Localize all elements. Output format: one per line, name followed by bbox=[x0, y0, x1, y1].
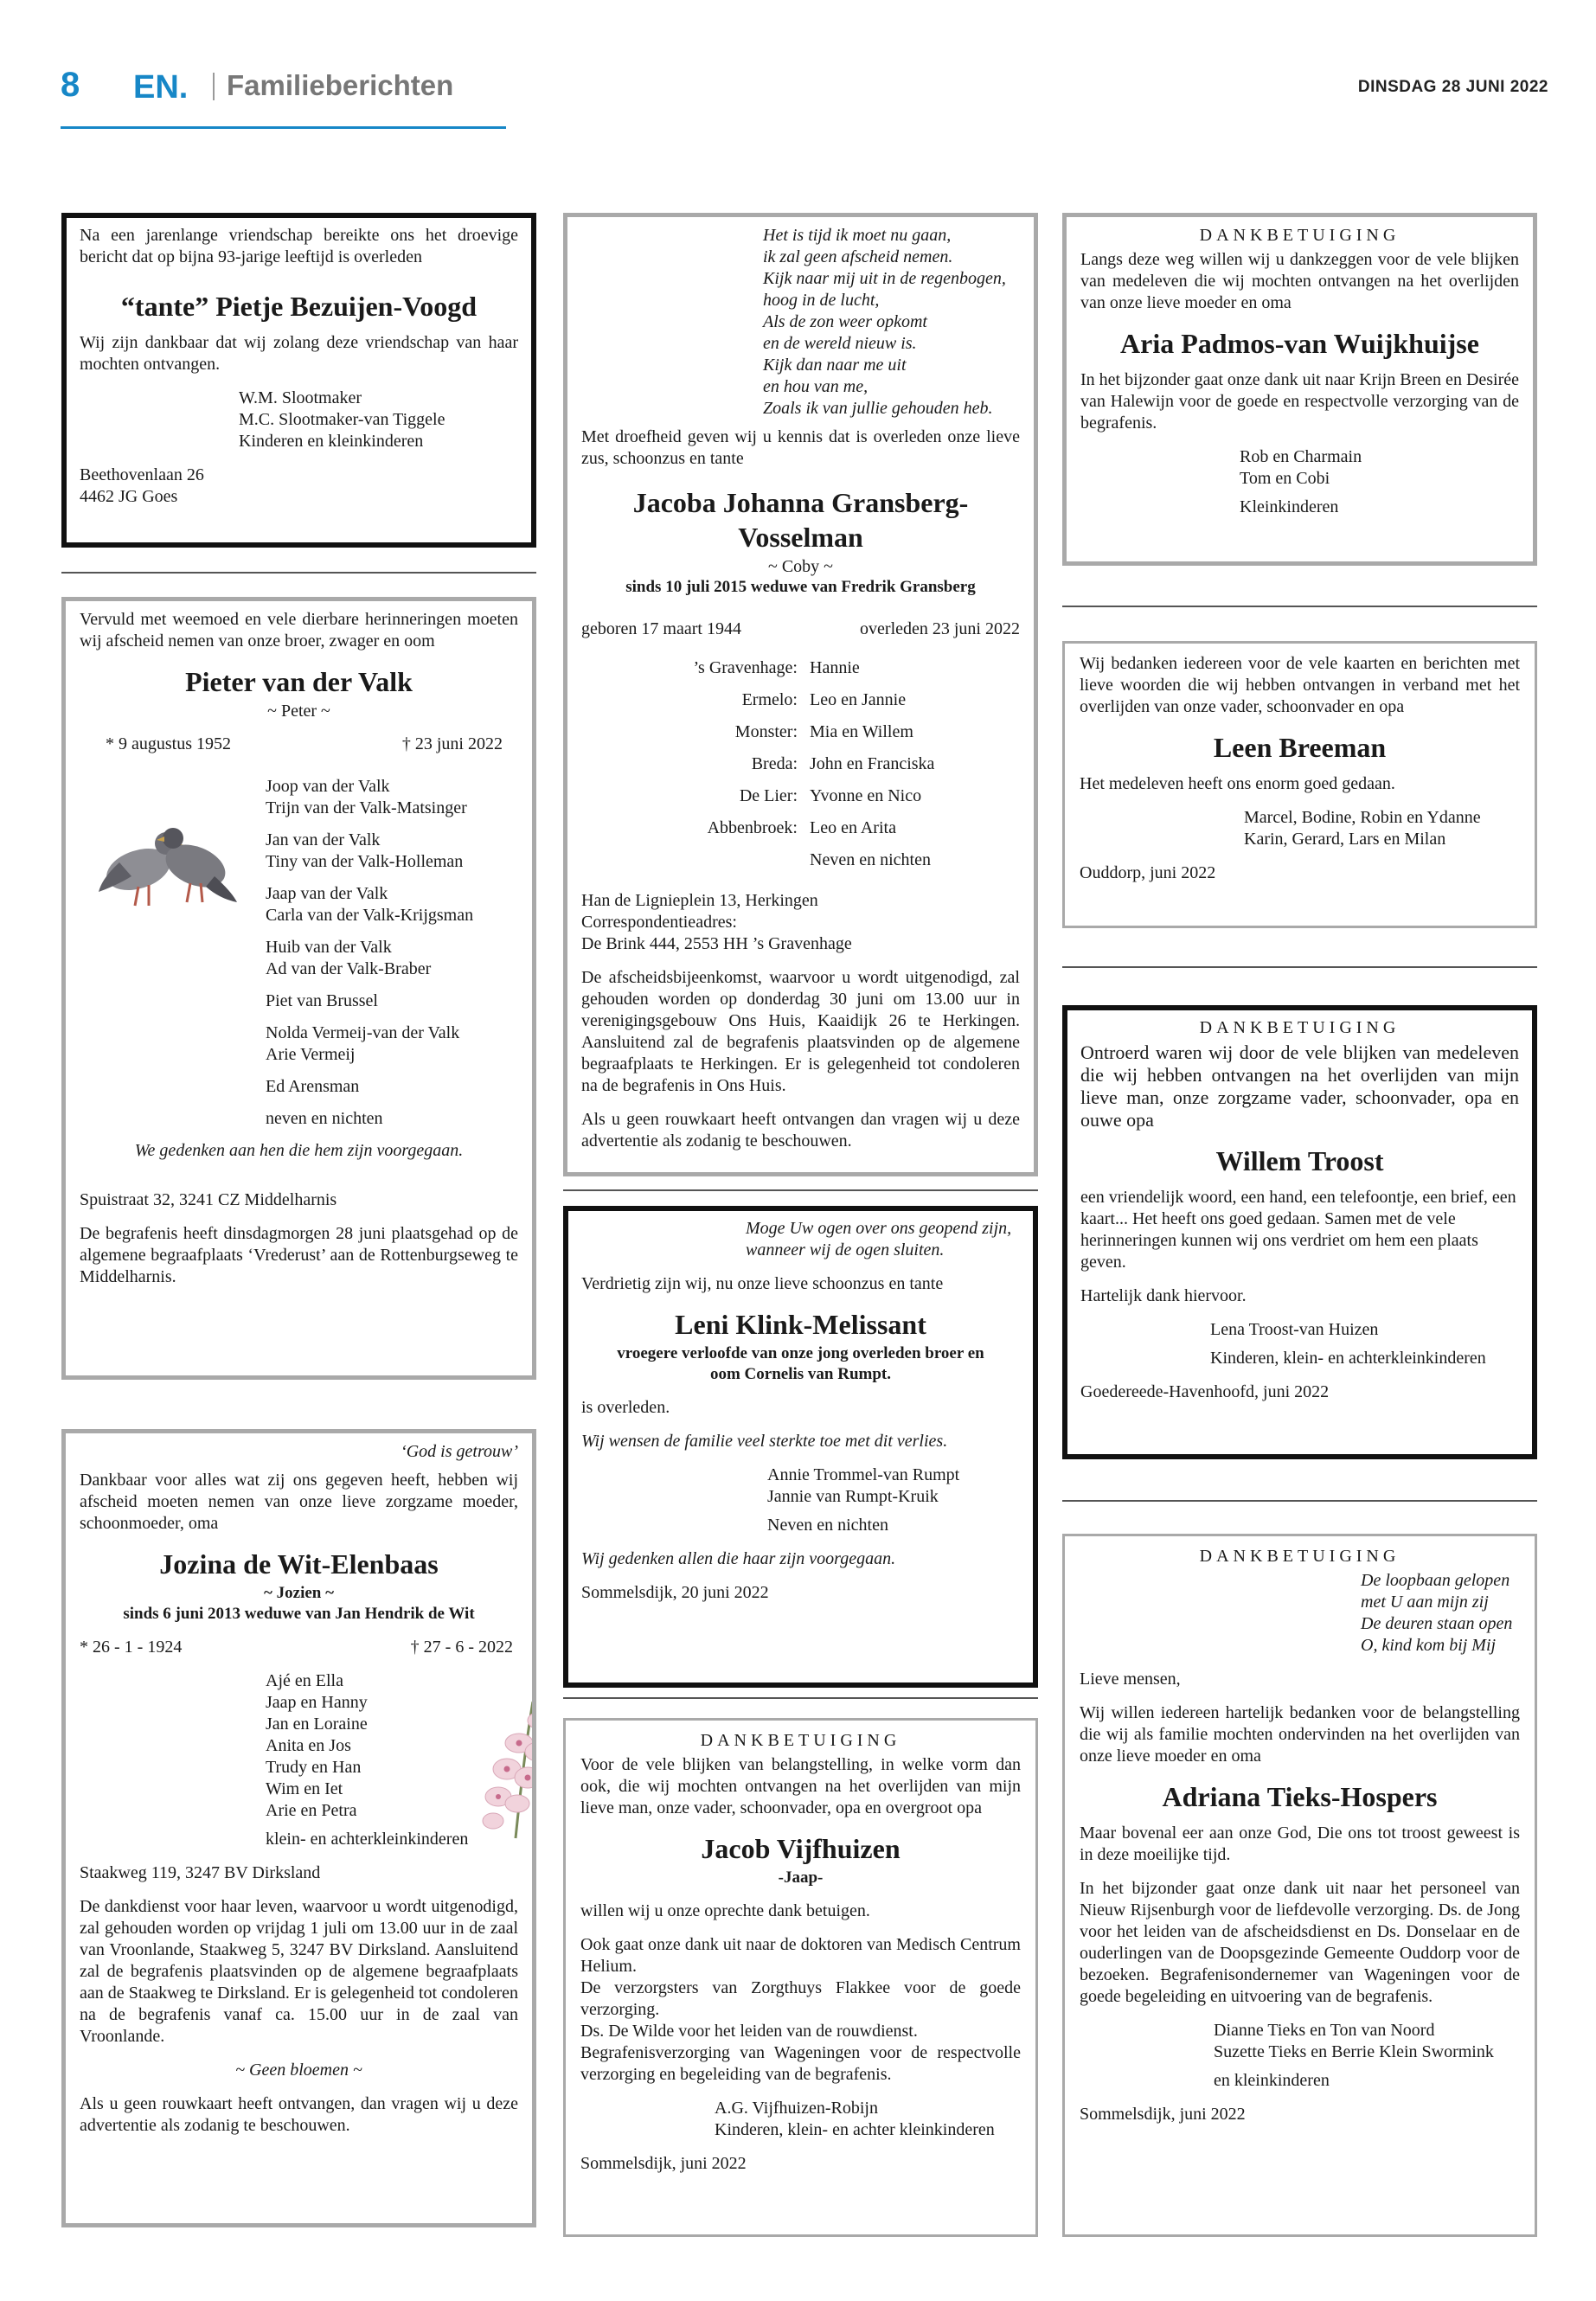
signer: Kinderen, klein- en achter kleinkinderen bbox=[715, 2120, 995, 2139]
doves-illustration bbox=[93, 809, 240, 913]
notice-intro: Verdrietig zijn wij, nu onze lieve schoonzus en tante bbox=[581, 1274, 944, 1293]
notice-gransberg bbox=[563, 213, 1038, 1176]
relative-names: John en Franciska bbox=[810, 754, 935, 773]
notice-tieks bbox=[1062, 1534, 1537, 2237]
relative-place: ’s Gravenhage: bbox=[693, 658, 798, 677]
relative-names: Mia en Willem bbox=[810, 722, 913, 741]
place-date: Ouddorp, juni 2022 bbox=[1080, 863, 1216, 882]
signer: Kinderen en kleinkinderen bbox=[239, 432, 424, 451]
family-group bbox=[266, 990, 518, 1012]
family-group bbox=[266, 830, 518, 873]
thanks-line: Begrafenisverzorging van Wageningen voor de respectvolle verzorging en begeleiding van de begrafenis. bbox=[580, 2043, 1021, 2084]
address-line: Han de Lignieplein 13, Herkingen bbox=[581, 891, 818, 910]
no-flowers: ~ Geen bloemen ~ bbox=[235, 2061, 362, 2080]
place-date: Sommelsdijk, juni 2022 bbox=[580, 2154, 747, 2173]
column-separator bbox=[563, 1697, 1038, 1699]
funeral-info: De begrafenis heeft dinsdagmorgen 28 juni plaatsgehad op de algemene begraafplaats ‘Vrederust’ aan de Rottenburgseweg te Middelharnis. bbox=[80, 1224, 518, 1286]
family-group bbox=[266, 937, 518, 980]
section-title: Familieberichten bbox=[227, 69, 454, 101]
notice-de-wit bbox=[61, 1429, 536, 2227]
death-date: overleden 23 juni 2022 bbox=[860, 619, 1020, 638]
family-member: Jan van der Valk bbox=[266, 830, 381, 849]
nickname: ~ Coby ~ bbox=[768, 557, 833, 576]
grandchildren: Kleinkinderen bbox=[1240, 497, 1339, 516]
signers bbox=[1080, 2020, 1520, 2092]
family-member: Huib van der Valk bbox=[266, 938, 392, 957]
deceased-name: Willem Troost bbox=[1215, 1145, 1384, 1176]
poem bbox=[1080, 1570, 1520, 1657]
deceased-name: Leen Breeman bbox=[1213, 732, 1387, 763]
column-separator bbox=[1062, 606, 1537, 607]
birth-date: * 9 augustus 1952 bbox=[106, 734, 231, 753]
relative-names: Leo en Jannie bbox=[810, 690, 907, 709]
notice-intro: Langs deze weg willen wij u dankzeggen voor de vele blijken van medeleven die wij mochten ontvangen na het overlijden van onze lieve moeder en oma bbox=[1080, 250, 1519, 312]
notice-text: In het bijzonder gaat onze dank uit naar Krijn Breen en Desirée van Halewijn voor de goede en respectvolle verzorging van de begrafenis. bbox=[1080, 370, 1520, 433]
poem-line: O, kind kom bij Mij bbox=[1361, 1636, 1497, 1655]
signer: Annie Trommel-van Rumpt bbox=[767, 1465, 960, 1484]
grandchildren: en kleinkinderen bbox=[1214, 2071, 1330, 2090]
family-member: Jaap en Hanny bbox=[266, 1693, 368, 1712]
notice-vijfhuizen bbox=[563, 1718, 1038, 2237]
place-date: Sommelsdijk, juni 2022 bbox=[1080, 2105, 1246, 2124]
wish: Wij wensen de familie veel sterkte toe met dit verlies. bbox=[581, 1432, 948, 1451]
family-member: Nolda Vermeij-van der Valk bbox=[266, 1023, 460, 1042]
nickname: ~ Peter ~ bbox=[267, 702, 330, 721]
family-group bbox=[266, 1076, 518, 1098]
motto: ‘God is getrouw’ bbox=[401, 1442, 518, 1461]
poem-line: hoog in de lucht, bbox=[763, 291, 880, 310]
relative-names: Hannie bbox=[810, 658, 860, 677]
column-separator bbox=[1062, 966, 1537, 968]
address-line: Correspondentieadres: bbox=[581, 913, 737, 932]
notice-text: Wij zijn dankbaar dat wij zolang deze vriendschap van haar mochten ontvangen. bbox=[80, 333, 518, 374]
signer: Karin, Gerard, Lars en Milan bbox=[1244, 830, 1446, 849]
deceased-name: Jacob Vijfhuizen bbox=[701, 1833, 901, 1864]
family-member: Ed Arensman bbox=[266, 1077, 360, 1096]
page-number: 8 bbox=[61, 66, 80, 104]
place-date: Sommelsdijk, 20 juni 2022 bbox=[581, 1583, 769, 1602]
poem-line: De deuren staan open bbox=[1361, 1614, 1513, 1633]
notice-van-der-valk bbox=[61, 597, 536, 1380]
notice-intro: Dankbaar voor alles wat zij ons gegeven heeft, hebben wij afscheid moeten nemen van onze lieve zorgzame moeder, schoonmoeder, oma bbox=[80, 1471, 518, 1533]
family-member: Jaap van der Valk bbox=[266, 884, 388, 903]
notice-text: Het medeleven heeft ons enorm goed gedaan. bbox=[1080, 774, 1395, 793]
remembrance-line: Wij gedenken allen die haar zijn voorgegaan. bbox=[581, 1549, 896, 1568]
notice-kicker: DANKBETUIGING bbox=[700, 1731, 901, 1750]
family-group bbox=[266, 1108, 518, 1130]
widow-line: sinds 10 juli 2015 weduwe van Fredrik Gransberg bbox=[625, 578, 976, 596]
family-member: Piet van Brussel bbox=[266, 991, 378, 1010]
en-logo-text: EN. bbox=[133, 71, 189, 100]
signer: W.M. Slootmaker bbox=[239, 388, 362, 407]
card-note: Als u geen rouwkaart heeft ontvangen dan vragen wij u deze advertentie als zodanig te beschouwen. bbox=[581, 1110, 1020, 1150]
nickname: ~ Jozien ~ bbox=[264, 1584, 334, 1602]
family-member: Ad van der Valk-Braber bbox=[266, 959, 432, 978]
relative-place bbox=[581, 849, 798, 871]
signers bbox=[580, 2098, 1021, 2141]
column-separator bbox=[1062, 1500, 1537, 1502]
poem-line: Kijk dan naar me uit bbox=[763, 356, 907, 375]
poem-line: Kijk naar mij uit in de regenbogen, bbox=[763, 269, 1006, 288]
notice-kicker: DANKBETUIGING bbox=[1199, 1547, 1401, 1566]
poem bbox=[581, 225, 1020, 420]
deceased-name: Leni Klink-Melissant bbox=[675, 1309, 926, 1340]
family-group bbox=[266, 1022, 518, 1066]
poem-line: ik zal geen afscheid nemen. bbox=[763, 247, 953, 266]
extra-thanks bbox=[580, 1934, 1021, 2086]
family-member: Anita en Jos bbox=[266, 1736, 351, 1755]
address bbox=[80, 465, 518, 508]
relative-names: Yvonne en Nico bbox=[810, 786, 922, 805]
notice-intro: Vervuld met weemoed en vele dierbare herinneringen moeten wij afscheid nemen van onze broer, zwager en oom bbox=[80, 610, 518, 651]
column-separator bbox=[563, 1189, 1038, 1191]
family-member: Tiny van der Valk-Holleman bbox=[266, 852, 464, 871]
signer: Jannie van Rumpt-Kruik bbox=[767, 1487, 939, 1506]
address bbox=[581, 890, 1020, 955]
issue-date: DINSDAG 28 JUNI 2022 bbox=[1357, 78, 1548, 96]
poem-line: Het is tijd ik moet nu gaan, bbox=[763, 226, 952, 245]
poem bbox=[581, 1218, 1020, 1261]
signers bbox=[1080, 1319, 1519, 1369]
deceased-name: Pieter van der Valk bbox=[185, 666, 413, 697]
signer: M.C. Slootmaker-van Tiggele bbox=[239, 410, 445, 429]
widow-line: sinds 6 juni 2013 weduwe van Jan Hendrik de Wit bbox=[123, 1605, 475, 1623]
family-list bbox=[80, 1670, 518, 1850]
signer: Dianne Tieks en Ton van Noord bbox=[1214, 2021, 1435, 2040]
thanks-line: De verzorgsters van Zorgthuys Flakkee voor de goede verzorging. bbox=[580, 1978, 1021, 2019]
family: Kinderen, klein- en achterkleinkinderen bbox=[1210, 1349, 1486, 1368]
relative-place: Ermelo: bbox=[741, 690, 798, 709]
service-info: De dankdienst voor haar leven, waarvoor u wordt uitgenodigd, zal gehouden worden op vrijdag 1 juli om 13.00 uur in de zaal van Vroonlande, Staakweg 5, 3247 BV Dirksland. Aansluitend zal de begrafenis plaatsvinden op de algemene begraafplaats aan de Staakweg te Dirksland. Er is gelegenheid tot condoleren na de begrafenis vanaf ca. 15.00 uur in de zaal van Vroonlande. bbox=[80, 1897, 518, 2046]
relative-place: Abbenbroek: bbox=[707, 818, 798, 837]
family-member: Arie en Petra bbox=[266, 1801, 357, 1820]
family-group bbox=[266, 883, 518, 926]
address: Staakweg 119, 3247 BV Dirksland bbox=[80, 1863, 321, 1882]
relatives: Neven en nichten bbox=[767, 1516, 888, 1535]
address-line: Beethovenlaan 26 bbox=[80, 465, 204, 484]
poem-line: en de wereld nieuw is. bbox=[763, 334, 917, 353]
extra-thanks: In het bijzonder gaat onze dank uit naar het personeel van Nieuw Rijsenburgh voor de liefdevolle verzorging. Ds. de Jong voor het leiden van de afscheidsdienst en Ds. Donselaar en de ouderlingen van de Doopsgezinde Gemeente Ouddorp voor de bezoeken. Begrafenisondernemer van Wageningen voor de goede begeleiding en uitvoering van de begrafenis. bbox=[1080, 1879, 1520, 2006]
header-rule bbox=[61, 126, 506, 129]
subtitle: vroegere verloofde van onze jong overleden broer en oom Cornelis van Rumpt. bbox=[617, 1344, 984, 1383]
family-group bbox=[266, 776, 518, 819]
poem-line: De loopbaan gelopen bbox=[1361, 1571, 1510, 1590]
signers bbox=[1080, 446, 1519, 518]
greeting: Lieve mensen, bbox=[1080, 1670, 1181, 1689]
relative-place: Breda: bbox=[751, 754, 798, 773]
notice-breeman bbox=[1062, 641, 1537, 928]
notice-klink bbox=[563, 1206, 1038, 1688]
relative-place: Monster: bbox=[734, 722, 798, 741]
died-text: is overleden. bbox=[581, 1398, 670, 1417]
signers bbox=[80, 388, 518, 452]
deceased-name: Jozina de Wit-Elenbaas bbox=[159, 1548, 439, 1580]
page-header bbox=[61, 66, 1548, 109]
thanks-line: Ook gaat onze dank uit naar de doktoren van Medisch Centrum Helium. bbox=[580, 1935, 1021, 1976]
family-member: Jan en Loraine bbox=[266, 1715, 368, 1734]
relative-names: Neven en nichten bbox=[810, 850, 931, 869]
deceased-name: Jacoba Johanna Gransberg-Vosselman bbox=[632, 487, 969, 553]
notice-troost bbox=[1062, 1005, 1537, 1459]
family-member: Arie Vermeij bbox=[266, 1045, 356, 1064]
header-divider bbox=[213, 73, 215, 100]
thanks-line: Ds. De Wilde voor het leiden van de rouwdienst. bbox=[580, 2022, 918, 2041]
poem-line: Als de zon weer opkomt bbox=[763, 312, 927, 331]
relative-names: Leo en Arita bbox=[810, 818, 896, 837]
poem-line: Moge Uw ogen over ons geopend zijn, bbox=[746, 1219, 1012, 1238]
signer: Suzette Tieks en Berrie Klein Swormink bbox=[1214, 2042, 1494, 2061]
poem-line: Zoals ik van jullie gehouden heb. bbox=[763, 399, 993, 418]
family-member: Trudy en Han bbox=[266, 1758, 362, 1777]
place-date: Goedereede-Havenhoofd, juni 2022 bbox=[1080, 1382, 1330, 1401]
death-date: † 27 - 6 - 2022 bbox=[410, 1638, 513, 1657]
card-note: Als u geen rouwkaart heeft ontvangen, dan vragen wij u deze advertentie als zodanig te beschouwen. bbox=[80, 2094, 518, 2135]
notice-bezuijen bbox=[61, 213, 536, 548]
signer: Rob en Charmain bbox=[1240, 447, 1362, 466]
faith-text: Maar bovenal eer aan onze God, Die ons tot troost geweest is in deze moeilijke tijd. bbox=[1080, 1823, 1520, 1864]
column-separator bbox=[61, 572, 536, 574]
life-dates bbox=[80, 1637, 518, 1658]
notice-intro: Voor de vele blijken van belangstelling, in welke vorm dan ook, die wij mochten ontvangen na het overlijden van mijn lieve man, onze vader, schoonvader, opa en overgroot opa bbox=[580, 1755, 1021, 1817]
notice-intro: Wij bedanken iedereen voor de vele kaarten en berichten met lieve woorden die wij hebben ontvangen in verband met het overlijden van onze vader, schoonvader en opa bbox=[1080, 654, 1520, 716]
grandchildren: klein- en achterkleinkinderen bbox=[266, 1830, 469, 1849]
family-member: Ajé en Ella bbox=[266, 1671, 343, 1690]
signers bbox=[1080, 807, 1520, 850]
signers bbox=[581, 1465, 1020, 1536]
death-date: † 23 juni 2022 bbox=[401, 734, 503, 753]
orchid-illustration bbox=[472, 1702, 536, 1840]
poem-line: met U aan mijn zij bbox=[1361, 1593, 1489, 1612]
address-line: De Brink 444, 2553 HH ’s Gravenhage bbox=[581, 934, 852, 953]
poem-line: en hou van me, bbox=[763, 377, 869, 396]
birth-date: geboren 17 maart 1944 bbox=[581, 619, 741, 638]
signer: A.G. Vijfhuizen-Robijn bbox=[715, 2099, 878, 2118]
deceased-name: Adriana Tieks-Hospers bbox=[1162, 1781, 1438, 1812]
notice-intro: Na een jarenlange vriendschap bereikte ons het droevige bericht dat op bijna 93-jarige leeftijd is overleden bbox=[80, 226, 518, 266]
thanks-text: willen wij u onze oprechte dank betuigen. bbox=[580, 1901, 870, 1920]
deceased-name: “tante” Pietje Bezuijen-Voogd bbox=[120, 291, 478, 322]
signer: Tom en Cobi bbox=[1240, 469, 1330, 488]
nickname: -Jaap- bbox=[778, 1868, 824, 1887]
notice-padmos bbox=[1062, 213, 1537, 566]
notice-kicker: DANKBETUIGING bbox=[1199, 226, 1401, 245]
en-logo bbox=[133, 71, 201, 100]
gathering-info: De afscheidsbijeenkomst, waarvoor u wordt uitgenodigd, zal gehouden worden op donderdag 30 juni om 13.00 uur in verenigingsgebouw Ons Huis, Kaaidijk 26 te Herkingen. Aansluitend zal de begrafenis plaatsvinden op de algemene begraafplaats te Herkingen. Er is gelegenheid tot condoleren na de begrafenis in Ons Huis. bbox=[581, 968, 1020, 1095]
deceased-name: Aria Padmos-van Wuijkhuijse bbox=[1120, 328, 1479, 359]
relatives-table bbox=[581, 657, 1020, 871]
notice-intro: Met droefheid geven wij u kennis dat is overleden onze lieve zus, schoonzus en tante bbox=[581, 427, 1020, 468]
life-dates bbox=[581, 619, 1020, 640]
remembrance-line: We gedenken aan hen die hem zijn voorgegaan. bbox=[134, 1141, 464, 1160]
life-dates bbox=[80, 734, 518, 755]
family-member: Joop van der Valk bbox=[266, 777, 390, 796]
thanks-text: Hartelijk dank hiervoor. bbox=[1080, 1286, 1247, 1305]
family-member: Wim en Iet bbox=[266, 1779, 343, 1798]
address: Spuistraat 32, 3241 CZ Middelharnis bbox=[80, 1190, 337, 1209]
birth-date: * 26 - 1 - 1924 bbox=[80, 1638, 183, 1657]
address-line: 4462 JG Goes bbox=[80, 487, 178, 506]
signer: Lena Troost-van Huizen bbox=[1210, 1320, 1379, 1339]
notice-intro: Wij willen iedereen hartelijk bedanken voor de belangstelling die wij als familie mochten ondervinden na het overlijden van onze lieve moeder en oma bbox=[1080, 1703, 1520, 1766]
notice-intro: Ontroerd waren wij door de vele blijken van medeleven die wij hebben ontvangen na het overlijden van mijn lieve man, onze zorgzame vader, schoonvader, opa en ouwe opa bbox=[1080, 1042, 1519, 1131]
relative-place: De Lier: bbox=[739, 786, 798, 805]
family-member: Trijn van der Valk-Matsinger bbox=[266, 798, 467, 817]
notice-kicker: DANKBETUIGING bbox=[1199, 1018, 1401, 1037]
notice-text: een vriendelijk woord, een hand, een telefoontje, een brief, een kaart... Het heeft ons goed gedaan. Samen met de vele herinneringen kunnen wij ons verdriet om hem een plaats geven. bbox=[1080, 1188, 1516, 1272]
family-member: Carla van der Valk-Krijgsman bbox=[266, 906, 474, 925]
family-member: neven en nichten bbox=[266, 1109, 383, 1128]
poem-line: wanneer wij de ogen sluiten. bbox=[746, 1240, 945, 1259]
signer: Marcel, Bodine, Robin en Ydanne bbox=[1244, 808, 1481, 827]
